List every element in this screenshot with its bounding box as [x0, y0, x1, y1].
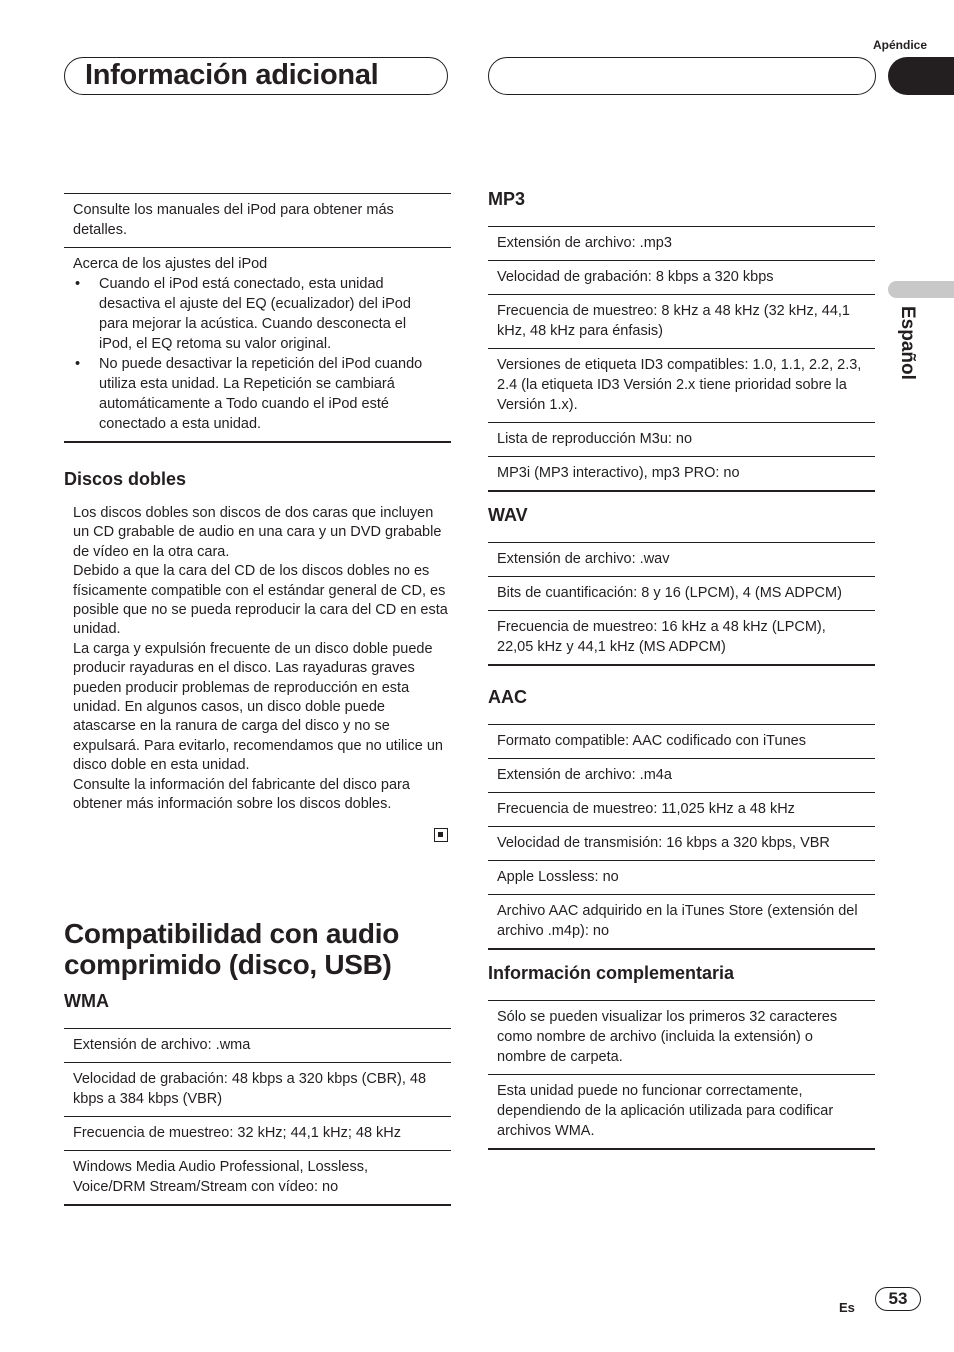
table-row: Archivo AAC adquirido en la iTunes Store (extensión del archivo .m4p): no	[488, 894, 875, 948]
table-row: Extensión de archivo: .mp3	[488, 226, 875, 260]
ipod-notes-table	[64, 193, 451, 443]
header-empty-box	[488, 57, 876, 95]
language-code: Es	[839, 1300, 855, 1315]
table-end-rule	[64, 1204, 451, 1206]
table-row: Frecuencia de muestreo: 8 kHz a 48 kHz (32 kHz, 44,1 kHz, 48 kHz para énfasis)	[488, 294, 875, 348]
table-row	[64, 247, 451, 441]
table-row: Apple Lossless: no	[488, 860, 875, 894]
table-end-rule	[488, 948, 875, 950]
table-row: Extensión de archivo: .wav	[488, 542, 875, 576]
table-row: Velocidad de transmisión: 16 kbps a 320 kbps, VBR	[488, 826, 875, 860]
table-end-rule	[64, 441, 451, 443]
wav-heading: WAV	[488, 505, 528, 525]
extra-info-heading: Información complementaria	[488, 963, 735, 983]
table-row: Versiones de etiqueta ID3 compatibles: 1.0, 1.1, 2.2, 2.3, 2.4 (la etiqueta ID3 Versión 2.x tiene prioridad sobre la Versión 1.x).	[488, 348, 875, 422]
page-number: 53	[875, 1287, 921, 1311]
wma-table	[64, 1028, 451, 1206]
page-title: Información adicional	[85, 59, 379, 91]
table-end-rule	[488, 490, 875, 492]
table-end-rule	[488, 1148, 875, 1150]
table-end-rule	[488, 664, 875, 666]
mp3-table	[488, 226, 875, 492]
table-row: Esta unidad puede no funcionar correctamente, dependiendo de la aplicación utilizada para codificar archivos WMA.	[488, 1074, 875, 1148]
table-row: Frecuencia de muestreo: 32 kHz; 44,1 kHz; 48 kHz	[64, 1116, 451, 1150]
compat-title: Compatibilidad con audio comprimido (disco, USB)	[64, 918, 400, 980]
aac-heading: AAC	[488, 687, 527, 707]
paragraph: Consulte la información del fabricante del disco para obtener más información sobre los discos dobles.	[73, 776, 410, 813]
dual-discs-body	[64, 504, 451, 815]
paragraph: Los discos dobles son discos de dos caras que incluyen un CD grabable de audio en una cara y un DVD grabable de vídeo en la otra cara.	[73, 505, 442, 560]
dual-discs-heading: Discos dobles	[64, 469, 187, 489]
table-row: MP3i (MP3 interactivo), mp3 PRO: no	[488, 456, 875, 490]
table-row: Windows Media Audio Professional, Lossless, Voice/DRM Stream/Stream con vídeo: no	[64, 1150, 451, 1204]
language-tab-label: Español	[897, 306, 918, 380]
table-row: Extensión de archivo: .m4a	[488, 758, 875, 792]
table-row: Sólo se pueden visualizar los primeros 32 caracteres como nombre de archivo (incluida la extensión) o nombre de carpeta.	[488, 1000, 875, 1074]
mp3-heading: MP3	[488, 189, 526, 209]
end-of-section-mark	[434, 828, 448, 842]
paragraph: La carga y expulsión frecuente de un disco doble puede producir rayaduras en el disco. Las rayaduras graves pueden producir problemas de reproducción en esta unidad. En algunos casos, un disco doble puede atascarse en la ranura de carga del disco y no se expulsará. Para evitarlo, recomendamos que no utilice un disco doble en esta unidad.	[73, 640, 443, 774]
table-row: Formato compatible: AAC codificado con iTunes	[488, 724, 875, 758]
section-tab	[888, 57, 954, 95]
aac-table	[488, 724, 875, 950]
wav-table	[488, 542, 875, 666]
list-item: • Cuando el iPod está conectado, esta unidad desactiva el ajuste del EQ (ecualizador) del iPod para mejorar la acústica. Cuando desconecta el iPod, el EQ retoma su valor original.	[73, 274, 442, 354]
table-row: Frecuencia de muestreo: 11,025 kHz a 48 kHz	[488, 792, 875, 826]
table-row: Extensión de archivo: .wma	[64, 1028, 451, 1062]
table-row: Frecuencia de muestreo: 16 kHz a 48 kHz (LPCM), 22,05 kHz y 44,1 kHz (MS ADPCM)	[488, 610, 875, 664]
list-item: • No puede desactivar la repetición del iPod cuando utiliza esta unidad. La Repetición se cambiará automáticamente a Todo cuando el iPod esté conectado a esta unidad.	[73, 354, 442, 434]
table-row: Consulte los manuales del iPod para obtener más detalles.	[64, 193, 451, 247]
ipod-bullet-list	[73, 274, 442, 434]
table-row: Bits de cuantificación: 8 y 16 (LPCM), 4 (MS ADPCM)	[488, 576, 875, 610]
page-title-box	[64, 57, 448, 95]
section-label: Apéndice	[872, 38, 927, 52]
table-row: Velocidad de grabación: 8 kbps a 320 kbps	[488, 260, 875, 294]
extra-info-table	[488, 1000, 875, 1150]
wma-heading: WMA	[64, 991, 109, 1011]
language-tab-marker	[888, 281, 954, 298]
ipod-settings-label: Acerca de los ajustes del iPod	[73, 256, 268, 272]
table-row: Lista de reproducción M3u: no	[488, 422, 875, 456]
paragraph: Debido a que la cara del CD de los discos dobles no es físicamente compatible con el estándar general de CD, es posible que no se pueda reproducir la cara del CD en esta unidad.	[73, 563, 448, 638]
table-row: Velocidad de grabación: 48 kbps a 320 kbps (CBR), 48 kbps a 384 kbps (VBR)	[64, 1062, 451, 1116]
